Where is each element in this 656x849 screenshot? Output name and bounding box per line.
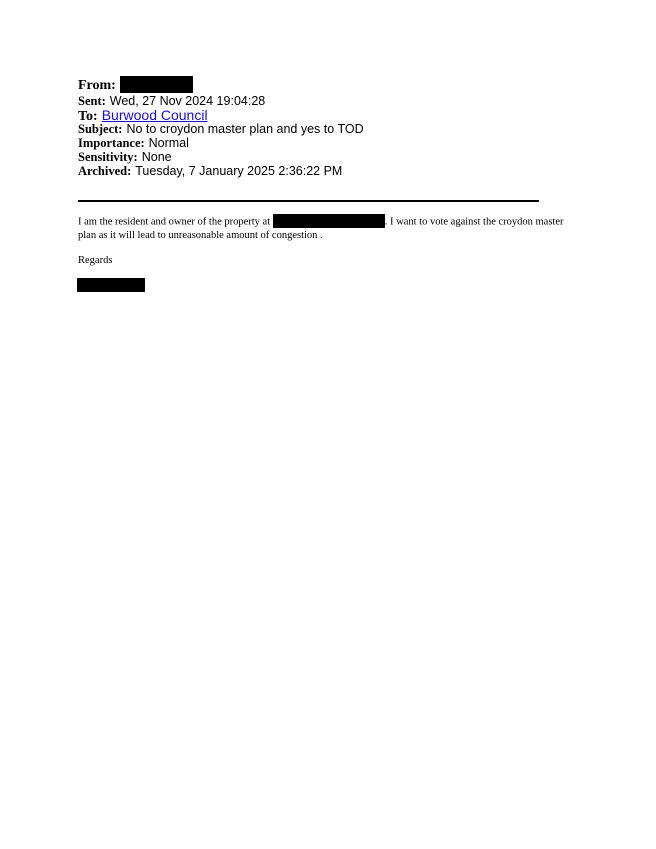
sent-value: Wed, 27 Nov 2024 19:04:28 xyxy=(109,94,266,108)
archived-label: Archived: xyxy=(78,164,132,178)
sent-row xyxy=(78,94,598,108)
body-line-1-start: I am the resident and owner of the property at xyxy=(78,216,273,228)
from-label: From: xyxy=(78,78,116,93)
sensitivity-value: None xyxy=(141,150,172,164)
redacted-signature xyxy=(77,278,145,292)
importance-label: Importance: xyxy=(78,136,145,150)
archived-row xyxy=(78,164,598,178)
subject-row xyxy=(78,122,598,136)
email-header xyxy=(78,76,598,178)
sensitivity-row xyxy=(78,150,598,164)
importance-row xyxy=(78,136,598,150)
body-line-2: plan as it will lead to unreasonable amount of congestion . xyxy=(78,230,323,241)
to-label: To: xyxy=(78,109,98,124)
header-divider xyxy=(78,200,539,202)
redacted-sender xyxy=(120,76,193,93)
email-body xyxy=(78,215,588,242)
redacted-address xyxy=(273,214,385,228)
body-line-1 xyxy=(78,215,588,229)
to-link[interactable]: Burwood Council xyxy=(101,107,208,123)
closing-text: Regards xyxy=(78,255,113,266)
sent-label: Sent: xyxy=(78,94,106,108)
body-line-1-end: . I want to vote against the croydon master xyxy=(384,216,564,228)
subject-label: Subject: xyxy=(78,122,123,136)
from-row xyxy=(78,76,598,94)
archived-value: Tuesday, 7 January 2025 2:36:22 PM xyxy=(135,164,343,178)
importance-value: Normal xyxy=(148,136,189,150)
subject-value: No to croydon master plan and yes to TOD xyxy=(126,122,364,136)
sensitivity-label: Sensitivity: xyxy=(78,150,138,164)
to-row xyxy=(78,108,598,122)
